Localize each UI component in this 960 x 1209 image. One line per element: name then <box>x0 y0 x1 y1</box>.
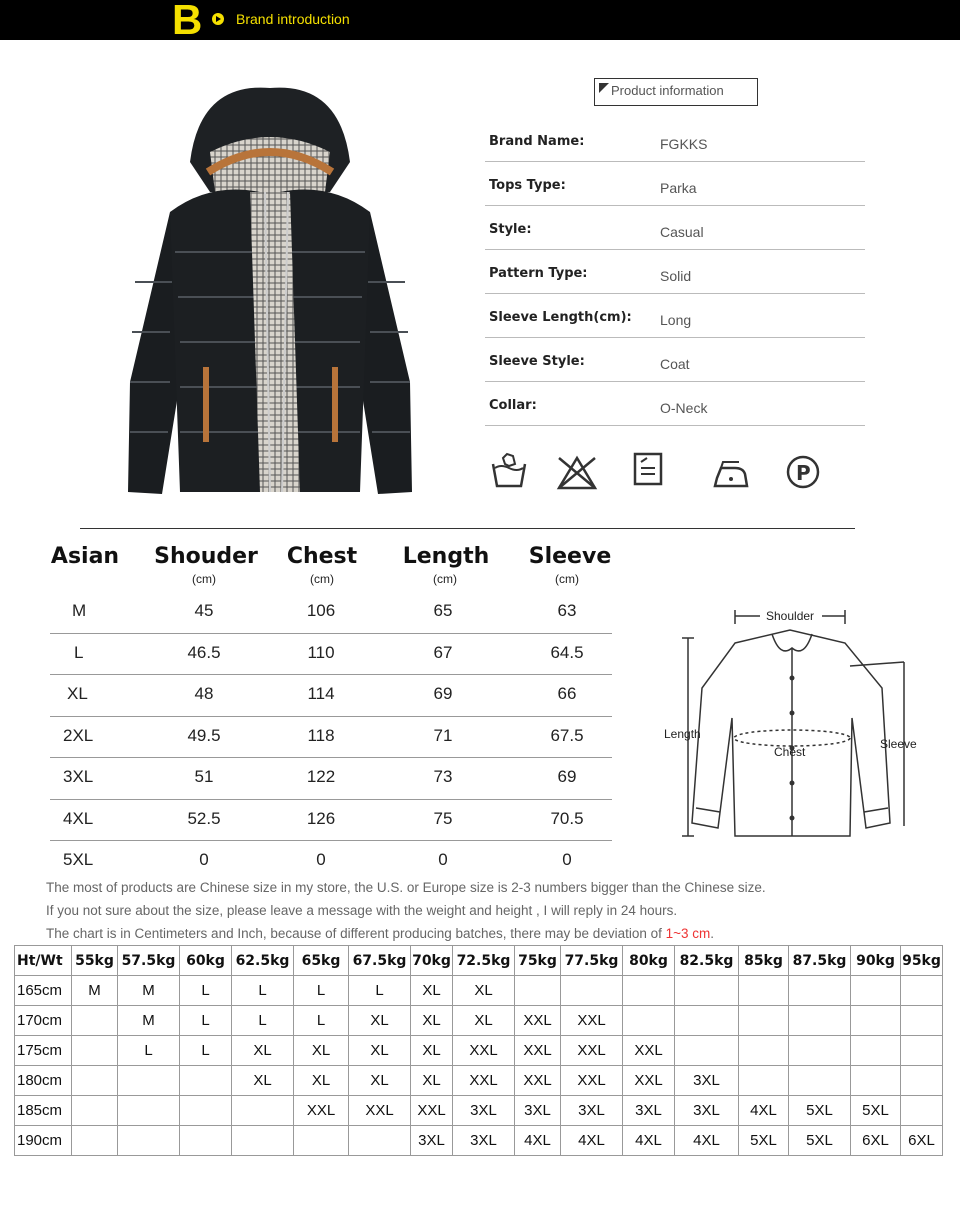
size-cell: 51 <box>194 767 214 786</box>
hw-size-cell <box>72 1006 118 1036</box>
size-cell: M <box>72 601 87 620</box>
hw-size-cell: XXL <box>561 1006 623 1036</box>
size-cell: 69 <box>557 767 577 786</box>
info-value: O-Neck <box>660 400 708 416</box>
hw-size-cell: XL <box>411 1036 453 1066</box>
size-cell: 49.5 <box>187 725 221 745</box>
hw-weight-cell: 80kg <box>623 946 675 976</box>
size-cell: 0 <box>199 850 209 869</box>
info-row <box>485 206 865 250</box>
hw-size-cell <box>739 1006 789 1036</box>
hw-size-cell: XXL <box>561 1066 623 1096</box>
hw-size-cell: 4XL <box>675 1126 739 1156</box>
hw-size-cell: XL <box>411 976 453 1006</box>
hw-size-cell <box>901 1096 943 1126</box>
header-bar <box>0 0 960 43</box>
info-key: Tops Type: <box>489 178 566 193</box>
hw-row <box>15 1036 943 1066</box>
hw-weight-cell: 70kg <box>411 946 453 976</box>
hw-size-cell: 5XL <box>789 1126 851 1156</box>
header-length: Length <box>402 544 490 569</box>
hw-size-cell: 3XL <box>453 1096 515 1126</box>
size-row <box>50 675 612 717</box>
hw-weight-cell: 57.5kg <box>118 946 180 976</box>
hw-size-cell: 5XL <box>851 1096 901 1126</box>
size-row <box>50 800 612 842</box>
svg-text:P: P <box>796 461 811 485</box>
size-cell: XL <box>67 684 88 703</box>
hw-size-cell: XL <box>232 1066 294 1096</box>
hw-size-cell <box>294 1126 349 1156</box>
do-not-bleach-icon <box>555 452 599 492</box>
unit-label: (cm) <box>310 572 334 586</box>
size-cell: 70.5 <box>550 808 584 828</box>
size-cell: 114 <box>307 684 335 703</box>
hw-size-cell <box>851 976 901 1006</box>
hw-size-cell <box>118 1066 180 1096</box>
hw-weight-cell: 77.5kg <box>561 946 623 976</box>
hw-size-cell <box>349 1126 411 1156</box>
hw-size-cell: 6XL <box>901 1126 943 1156</box>
info-key: Sleeve Length(cm): <box>489 310 632 325</box>
size-cell: 106 <box>306 601 336 620</box>
hw-size-cell: XL <box>349 1006 411 1036</box>
size-cell: 75 <box>433 808 453 828</box>
size-chart <box>50 540 612 883</box>
hw-weight-cell: 90kg <box>851 946 901 976</box>
hw-height-cell: 190cm <box>15 1126 72 1156</box>
hw-size-cell <box>901 1066 943 1096</box>
info-row <box>485 162 865 206</box>
size-row <box>50 758 612 800</box>
header-asian: Asian <box>50 544 120 569</box>
hw-size-cell: 5XL <box>739 1126 789 1156</box>
hw-size-cell <box>561 976 623 1006</box>
hw-size-cell: XXL <box>561 1036 623 1066</box>
size-cell: 67.5 <box>550 725 584 745</box>
hw-corner-cell: Ht/Wt <box>15 946 72 976</box>
hand-wash-icon <box>489 452 529 492</box>
size-cell: 67 <box>433 642 453 662</box>
note-line: The most of products are Chinese size in my store, the U.S. or Europe size is 2-3 numbers bigger than the Chinese size. <box>46 880 766 895</box>
jacket-photo <box>110 82 430 507</box>
hw-size-cell <box>675 1006 739 1036</box>
hw-size-cell: L <box>232 1006 294 1036</box>
hw-size-cell <box>232 1126 294 1156</box>
hw-size-cell: M <box>118 976 180 1006</box>
hw-size-cell <box>789 1066 851 1096</box>
info-row <box>485 294 865 338</box>
hw-size-cell: XL <box>294 1066 349 1096</box>
hw-size-cell: L <box>294 976 349 1006</box>
hw-size-cell: XL <box>349 1036 411 1066</box>
hw-size-cell: XXL <box>349 1096 411 1126</box>
hw-size-cell: XXL <box>515 1036 561 1066</box>
size-row <box>50 592 612 634</box>
hw-size-cell <box>118 1126 180 1156</box>
hw-size-cell: XL <box>232 1036 294 1066</box>
info-row <box>485 382 865 426</box>
unit-label: (cm) <box>433 572 457 586</box>
iron-low-icon <box>711 452 751 492</box>
hw-size-cell <box>72 1066 118 1096</box>
diagram-shoulder-label: Shoulder <box>766 609 815 623</box>
hw-weight-cell: 55kg <box>72 946 118 976</box>
info-row <box>485 338 865 382</box>
hw-size-cell: XXL <box>411 1096 453 1126</box>
hw-weight-cell: 67.5kg <box>349 946 411 976</box>
hw-size-cell: 3XL <box>561 1096 623 1126</box>
product-info-table <box>485 118 865 426</box>
size-cell: 48 <box>194 684 214 703</box>
size-cell: 4XL <box>63 808 94 828</box>
diagram-length-label: Length <box>664 727 701 741</box>
diagram-sleeve-label: Sleeve <box>880 737 917 751</box>
info-value: Casual <box>660 224 704 240</box>
hw-row <box>15 1096 943 1126</box>
play-icon <box>212 13 224 25</box>
info-key: Style: <box>489 222 532 237</box>
hw-size-cell: XXL <box>623 1036 675 1066</box>
hw-size-cell: XXL <box>453 1036 515 1066</box>
info-key: Pattern Type: <box>489 266 588 281</box>
hw-height-cell: 175cm <box>15 1036 72 1066</box>
hw-size-cell <box>901 976 943 1006</box>
hw-size-cell <box>789 1036 851 1066</box>
header-title: Brand introduction <box>236 11 350 27</box>
hw-weight-cell: 65kg <box>294 946 349 976</box>
dry-flat-icon <box>633 452 665 488</box>
hw-size-cell: 3XL <box>411 1126 453 1156</box>
hw-size-cell <box>789 976 851 1006</box>
hw-size-cell: M <box>118 1006 180 1036</box>
size-row <box>50 634 612 676</box>
hw-size-cell <box>180 1126 232 1156</box>
care-icons <box>485 452 835 494</box>
hw-size-cell <box>739 976 789 1006</box>
note-line <box>46 922 766 945</box>
hw-size-cell <box>623 976 675 1006</box>
note-text: The chart is in Centimeters and Inch, because of different producing batches, there may be deviation of <box>46 926 666 941</box>
hw-size-cell: 6XL <box>851 1126 901 1156</box>
hw-size-cell <box>72 1096 118 1126</box>
size-cell: 71 <box>433 725 453 745</box>
hw-size-cell <box>515 976 561 1006</box>
hw-size-cell: M <box>72 976 118 1006</box>
size-cell: 52.5 <box>187 808 221 828</box>
size-cell: 5XL <box>63 850 94 869</box>
hw-size-cell: L <box>349 976 411 1006</box>
hw-size-cell: L <box>118 1036 180 1066</box>
hw-weight-cell: 85kg <box>739 946 789 976</box>
size-cell: 46.5 <box>187 642 221 662</box>
hw-size-cell <box>901 1006 943 1036</box>
hw-size-cell: 4XL <box>623 1126 675 1156</box>
hw-row <box>15 1066 943 1096</box>
hw-size-cell <box>851 1066 901 1096</box>
hw-size-cell: 4XL <box>739 1096 789 1126</box>
size-cell: 69 <box>433 684 453 703</box>
section-divider <box>80 528 855 529</box>
header-chest: Chest <box>286 544 358 569</box>
hw-size-cell: L <box>180 1036 232 1066</box>
hw-header-row <box>15 946 943 976</box>
hw-size-cell <box>851 1036 901 1066</box>
hw-size-cell: 4XL <box>515 1126 561 1156</box>
hw-size-cell: XXL <box>294 1096 349 1126</box>
hw-size-cell: 4XL <box>561 1126 623 1156</box>
hw-weight-cell: 75kg <box>515 946 561 976</box>
size-cell: 2XL <box>63 725 94 745</box>
hw-size-cell <box>901 1036 943 1066</box>
info-row <box>485 250 865 294</box>
hw-height-cell: 165cm <box>15 976 72 1006</box>
size-cell: 73 <box>433 767 453 786</box>
hw-row <box>15 976 943 1006</box>
info-value: Parka <box>660 180 697 196</box>
hw-weight-cell: 95kg <box>901 946 943 976</box>
hw-size-cell: XL <box>411 1066 453 1096</box>
hw-size-cell: XL <box>294 1036 349 1066</box>
hw-size-cell: 3XL <box>515 1096 561 1126</box>
hw-size-cell: 5XL <box>789 1096 851 1126</box>
size-cell: 66 <box>557 684 577 703</box>
info-row <box>485 118 865 162</box>
brand-letter: B <box>172 0 203 43</box>
hw-height-cell: 185cm <box>15 1096 72 1126</box>
hw-size-cell <box>72 1036 118 1066</box>
hw-size-cell <box>675 976 739 1006</box>
size-chart-header <box>50 540 612 592</box>
hw-size-cell: XXL <box>515 1006 561 1036</box>
hw-size-cell <box>675 1036 739 1066</box>
hw-size-cell <box>789 1006 851 1036</box>
header-sleeve: Sleeve <box>528 544 612 569</box>
height-weight-table <box>14 945 943 1156</box>
hw-size-cell: XL <box>411 1006 453 1036</box>
measurement-diagram <box>660 598 930 848</box>
size-cell: 64.5 <box>550 642 584 662</box>
product-info-title <box>594 78 758 106</box>
hw-size-cell: 3XL <box>623 1096 675 1126</box>
hw-size-cell <box>232 1096 294 1126</box>
size-cell: 63 <box>557 601 577 620</box>
unit-label: (cm) <box>192 572 216 586</box>
size-cell: 65 <box>433 601 453 620</box>
hw-size-cell: L <box>180 976 232 1006</box>
hw-size-cell: 3XL <box>675 1066 739 1096</box>
hw-size-cell: XXL <box>515 1066 561 1096</box>
hw-weight-cell: 72.5kg <box>453 946 515 976</box>
hw-size-cell <box>739 1036 789 1066</box>
hw-size-cell <box>72 1126 118 1156</box>
hw-size-cell: 3XL <box>453 1126 515 1156</box>
info-value: FGKKS <box>660 136 708 152</box>
size-cell: 0 <box>316 850 326 869</box>
hw-size-cell <box>623 1006 675 1036</box>
hw-size-cell: XL <box>453 976 515 1006</box>
hw-size-cell: XL <box>349 1066 411 1096</box>
size-cell: 0 <box>438 850 448 869</box>
hw-size-cell <box>118 1096 180 1126</box>
info-key: Collar: <box>489 398 537 413</box>
hw-size-cell: L <box>180 1006 232 1036</box>
size-cell: L <box>74 642 84 662</box>
hw-size-cell <box>851 1006 901 1036</box>
size-row <box>50 717 612 759</box>
size-cell: 45 <box>194 601 214 620</box>
hw-size-cell: XL <box>453 1006 515 1036</box>
hw-size-cell: XXL <box>453 1066 515 1096</box>
info-key: Brand Name: <box>489 134 585 149</box>
unit-label: (cm) <box>555 572 579 586</box>
diagram-chest-label: Chest <box>774 745 806 759</box>
hw-size-cell <box>739 1066 789 1096</box>
info-key: Sleeve Style: <box>489 354 585 369</box>
hw-weight-cell: 82.5kg <box>675 946 739 976</box>
hw-size-cell: 3XL <box>675 1096 739 1126</box>
hw-size-cell <box>180 1096 232 1126</box>
hw-row <box>15 1126 943 1156</box>
hw-height-cell: 180cm <box>15 1066 72 1096</box>
size-cell: 0 <box>562 850 572 869</box>
hw-size-cell: L <box>232 976 294 1006</box>
info-value: Coat <box>660 356 690 372</box>
info-value: Long <box>660 312 692 328</box>
hw-weight-cell: 62.5kg <box>232 946 294 976</box>
product-info-label: Product information <box>611 83 724 98</box>
info-value: Solid <box>660 268 692 284</box>
hw-height-cell: 170cm <box>15 1006 72 1036</box>
hw-size-cell: XXL <box>623 1066 675 1096</box>
dry-clean-icon <box>785 452 825 492</box>
hw-size-cell <box>180 1066 232 1096</box>
size-cell: 118 <box>307 725 335 745</box>
size-cell: 126 <box>306 808 336 828</box>
note-line: If you not sure about the size, please leave a message with the weight and height , I will reply in 24 hours. <box>46 903 678 918</box>
hw-weight-cell: 60kg <box>180 946 232 976</box>
note-text-end: . <box>710 926 715 941</box>
header-shoulder: Shouder <box>154 544 258 569</box>
size-cell: 122 <box>306 767 336 786</box>
hw-size-cell: L <box>294 1006 349 1036</box>
size-notes <box>46 876 766 945</box>
deviation-value: 1~3 cm <box>665 926 711 941</box>
hw-row <box>15 1006 943 1036</box>
size-cell: 110 <box>307 642 335 662</box>
hw-weight-cell: 87.5kg <box>789 946 851 976</box>
size-cell: 3XL <box>63 767 94 786</box>
